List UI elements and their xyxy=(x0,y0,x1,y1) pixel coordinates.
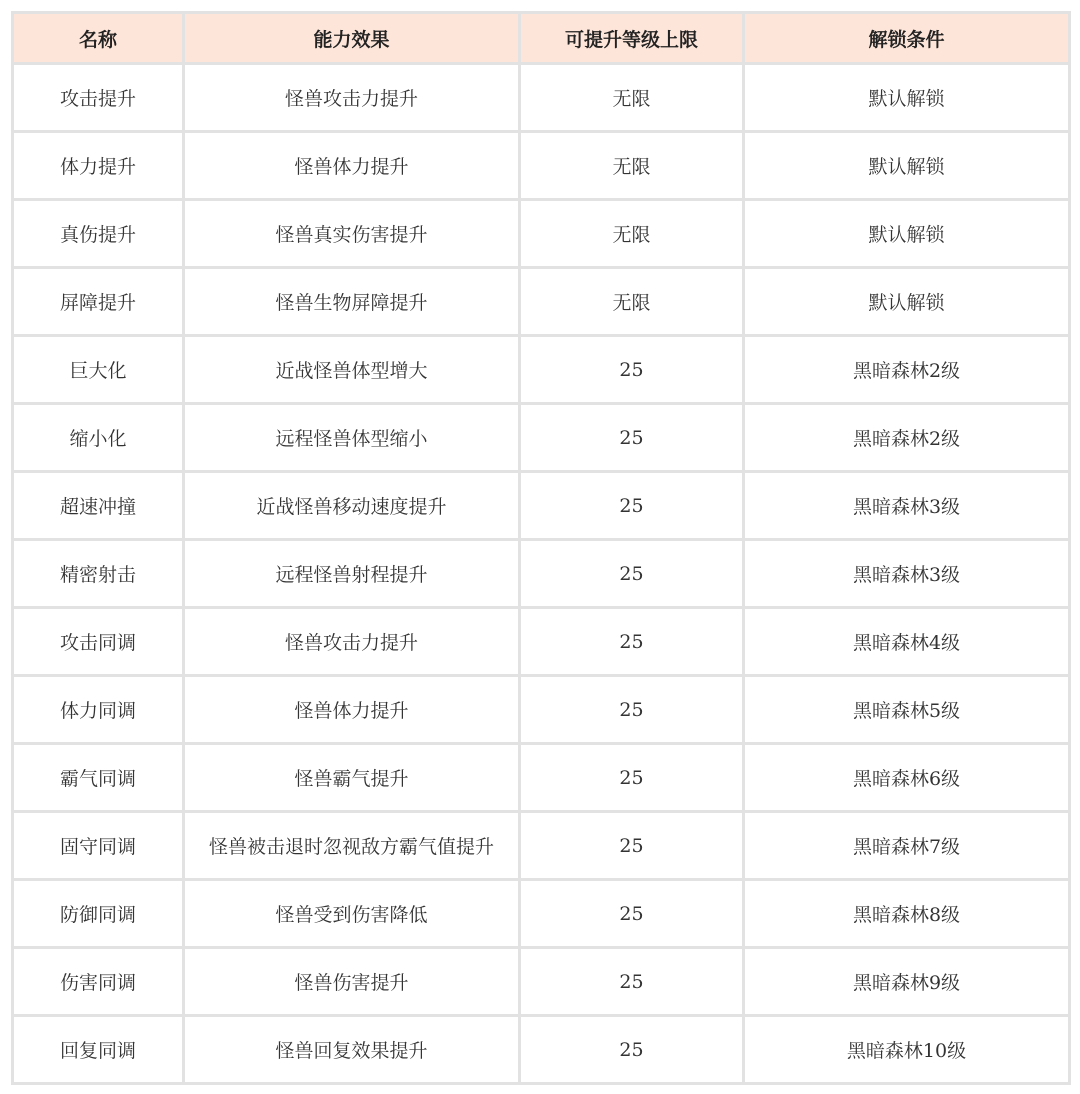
cell-level-cap: 25 xyxy=(520,676,744,744)
cell-unlock-condition: 黑暗森林10级 xyxy=(744,1016,1070,1084)
table-body xyxy=(13,64,1070,1084)
cell-name: 精密射击 xyxy=(13,540,184,608)
cell-name: 真伤提升 xyxy=(13,200,184,268)
cell-name: 固守同调 xyxy=(13,812,184,880)
cell-unlock-condition: 黑暗森林7级 xyxy=(744,812,1070,880)
cell-name: 超速冲撞 xyxy=(13,472,184,540)
table-row xyxy=(13,404,1070,472)
cell-name: 回复同调 xyxy=(13,1016,184,1084)
ability-table-container xyxy=(11,11,1068,1085)
cell-unlock-condition: 默认解锁 xyxy=(744,64,1070,132)
table-row xyxy=(13,268,1070,336)
cell-effect: 怪兽回复效果提升 xyxy=(184,1016,520,1084)
cell-level-cap: 25 xyxy=(520,540,744,608)
cell-unlock-condition: 默认解锁 xyxy=(744,268,1070,336)
cell-unlock-condition: 默认解锁 xyxy=(744,200,1070,268)
header-unlock-condition: 解锁条件 xyxy=(744,13,1070,64)
table-row xyxy=(13,472,1070,540)
cell-unlock-condition: 黑暗森林3级 xyxy=(744,472,1070,540)
cell-effect: 近战怪兽体型增大 xyxy=(184,336,520,404)
cell-effect: 远程怪兽射程提升 xyxy=(184,540,520,608)
cell-level-cap: 25 xyxy=(520,1016,744,1084)
cell-unlock-condition: 黑暗森林2级 xyxy=(744,336,1070,404)
cell-name: 巨大化 xyxy=(13,336,184,404)
cell-level-cap: 25 xyxy=(520,880,744,948)
header-name: 名称 xyxy=(13,13,184,64)
cell-level-cap: 无限 xyxy=(520,64,744,132)
header-row xyxy=(13,13,1070,64)
table-row xyxy=(13,132,1070,200)
cell-name: 缩小化 xyxy=(13,404,184,472)
cell-effect: 远程怪兽体型缩小 xyxy=(184,404,520,472)
cell-level-cap: 无限 xyxy=(520,200,744,268)
cell-unlock-condition: 默认解锁 xyxy=(744,132,1070,200)
cell-effect: 怪兽攻击力提升 xyxy=(184,608,520,676)
cell-unlock-condition: 黑暗森林2级 xyxy=(744,404,1070,472)
ability-table xyxy=(11,11,1071,1085)
table-row xyxy=(13,948,1070,1016)
cell-name: 体力同调 xyxy=(13,676,184,744)
cell-level-cap: 25 xyxy=(520,744,744,812)
cell-effect: 怪兽生物屏障提升 xyxy=(184,268,520,336)
table-row xyxy=(13,608,1070,676)
header-level-cap: 可提升等级上限 xyxy=(520,13,744,64)
table-row xyxy=(13,880,1070,948)
table-row xyxy=(13,64,1070,132)
cell-unlock-condition: 黑暗森林3级 xyxy=(744,540,1070,608)
cell-level-cap: 25 xyxy=(520,472,744,540)
cell-effect: 怪兽被击退时忽视敌方霸气值提升 xyxy=(184,812,520,880)
cell-effect: 怪兽攻击力提升 xyxy=(184,64,520,132)
cell-unlock-condition: 黑暗森林5级 xyxy=(744,676,1070,744)
cell-effect: 怪兽受到伤害降低 xyxy=(184,880,520,948)
cell-level-cap: 25 xyxy=(520,404,744,472)
header-effect: 能力效果 xyxy=(184,13,520,64)
cell-effect: 怪兽体力提升 xyxy=(184,676,520,744)
cell-effect: 怪兽伤害提升 xyxy=(184,948,520,1016)
cell-name: 体力提升 xyxy=(13,132,184,200)
cell-effect: 怪兽体力提升 xyxy=(184,132,520,200)
table-row xyxy=(13,1016,1070,1084)
cell-level-cap: 25 xyxy=(520,948,744,1016)
cell-name: 防御同调 xyxy=(13,880,184,948)
cell-unlock-condition: 黑暗森林9级 xyxy=(744,948,1070,1016)
cell-level-cap: 25 xyxy=(520,812,744,880)
cell-unlock-condition: 黑暗森林6级 xyxy=(744,744,1070,812)
table-row xyxy=(13,540,1070,608)
cell-name: 伤害同调 xyxy=(13,948,184,1016)
cell-effect: 怪兽霸气提升 xyxy=(184,744,520,812)
cell-level-cap: 25 xyxy=(520,608,744,676)
cell-unlock-condition: 黑暗森林4级 xyxy=(744,608,1070,676)
cell-level-cap: 无限 xyxy=(520,268,744,336)
cell-name: 攻击同调 xyxy=(13,608,184,676)
table-row xyxy=(13,200,1070,268)
cell-name: 霸气同调 xyxy=(13,744,184,812)
cell-level-cap: 无限 xyxy=(520,132,744,200)
table-row xyxy=(13,336,1070,404)
cell-effect: 近战怪兽移动速度提升 xyxy=(184,472,520,540)
table-row xyxy=(13,744,1070,812)
cell-name: 屏障提升 xyxy=(13,268,184,336)
table-header xyxy=(13,13,1070,64)
table-row xyxy=(13,812,1070,880)
cell-effect: 怪兽真实伤害提升 xyxy=(184,200,520,268)
table-row xyxy=(13,676,1070,744)
cell-level-cap: 25 xyxy=(520,336,744,404)
cell-unlock-condition: 黑暗森林8级 xyxy=(744,880,1070,948)
cell-name: 攻击提升 xyxy=(13,64,184,132)
